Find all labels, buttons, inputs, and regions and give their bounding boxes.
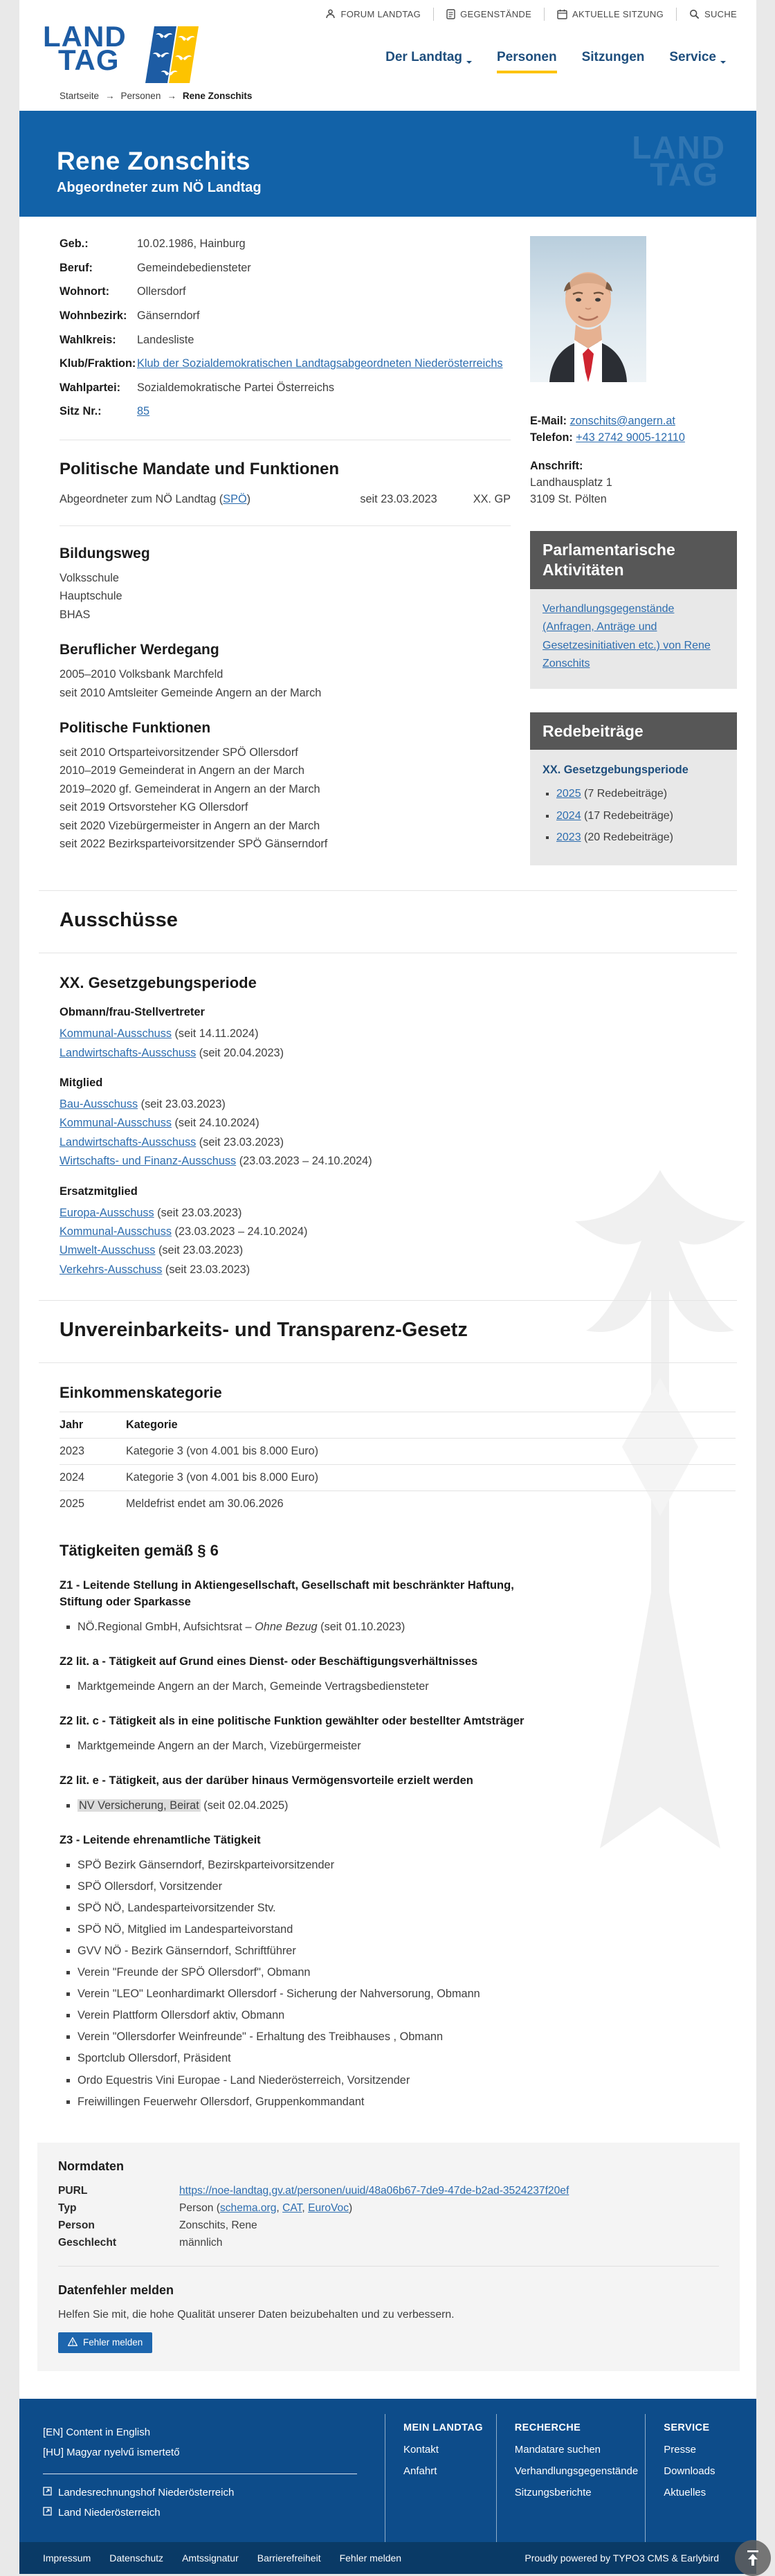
report-error-button[interactable]: Fehler melden <box>58 2332 152 2353</box>
speeches-list <box>542 785 724 847</box>
footer-column <box>385 2414 496 2542</box>
committee-item: Kommunal-Ausschuss (23.03.2023 – 24.10.2024) <box>60 1225 308 1238</box>
person-main-column <box>60 236 511 865</box>
activity-item: ▪ Sportclub Ollersdorf, Präsident <box>78 2049 736 2067</box>
inline-link[interactable]: 85 <box>137 405 150 418</box>
breadcrumb-arrow-icon: → <box>167 91 176 101</box>
cv-section-heading: Bildungsweg <box>60 546 150 561</box>
cv-item: 2019–2020 gf. Gemeinderat in Angern an der March <box>60 782 320 795</box>
parliamentary-activities-heading: Parlamentarische Aktivitäten <box>530 531 737 589</box>
transparency-heading: Unvereinbarkeits- und Transparenz-Gesetz <box>60 1319 468 1342</box>
committee-link[interactable]: Umwelt-Ausschuss <box>60 1244 156 1257</box>
utility-nav-label: AKTUELLE SITZUNG <box>572 9 664 19</box>
mandate-text: Abgeordneter zum NÖ Landtag (SPÖ) <box>60 493 251 505</box>
cv-section-list <box>60 744 511 853</box>
mandate-since: seit 23.03.2023 <box>360 493 437 505</box>
detail-value: Gemeindebediensteter <box>137 261 251 274</box>
detail-value: Landesliste <box>137 333 194 346</box>
footer-link[interactable]: Anfahrt <box>403 2465 437 2477</box>
activity-list <box>60 1677 736 1695</box>
address-line: 3109 St. Pölten <box>530 493 607 506</box>
email-link[interactable]: zonschits@angern.at <box>569 415 675 427</box>
nav-item-service[interactable]: Service <box>669 50 726 73</box>
footer-external-label: Land Niederösterreich <box>58 2506 161 2519</box>
cv-item: seit 2010 Amtsleiter Gemeinde Angern an der March <box>60 686 322 699</box>
activity-item: ▪ SPÖ NÖ, Landesparteivorsitzender Stv. <box>78 1899 736 1917</box>
speeches-heading: Redebeiträge <box>530 712 737 750</box>
activity-item: ▪ GVV NÖ - Bezirk Gänserndorf, Schriftführer <box>78 1942 736 1960</box>
footer-column <box>645 2414 756 2542</box>
utility-nav-label: SUCHE <box>704 9 737 19</box>
cv-item: BHAS <box>60 608 91 621</box>
cv-sections <box>60 546 511 853</box>
speeches-box <box>530 712 737 866</box>
activity-item: ▪ Ordo Equestris Vini Europae - Land Niederösterreich, Vorsitzender <box>78 2071 736 2089</box>
warning-icon <box>68 2337 78 2348</box>
footer-legal-link[interactable]: Amtssignatur <box>182 2552 239 2564</box>
section-divider <box>39 1362 737 1363</box>
committee-item: Kommunal-Ausschuss (seit 24.10.2024) <box>60 1117 259 1130</box>
arrow-up-icon <box>745 2550 760 2566</box>
speech-year-item: ▪ 2024 (17 Redebeiträge) <box>556 807 724 825</box>
activity-item: ▪ SPÖ Ollersdorf, Vorsitzender <box>78 1877 736 1895</box>
income-category: Kategorie 3 (von 4.001 bis 8.000 Euro) <box>126 1439 736 1465</box>
forum-icon <box>325 9 336 19</box>
activity-section-title: Z2 lit. c - Tätigkeit als in eine politische Funktion gewählter oder bestellter Amtsträger <box>60 1714 525 1727</box>
normdaten-rows <box>58 2185 719 2249</box>
cv-item: seit 2022 Bezirksparteivorsitzender SPÖ Gänserndorf <box>60 837 328 850</box>
income-col-kategorie: Kategorie <box>126 1412 736 1439</box>
page-subtitle: Abgeordneter zum NÖ Landtag <box>57 180 262 195</box>
phone-label: Telefon: <box>530 431 573 444</box>
footer-external-link[interactable] <box>43 2507 357 2519</box>
hero-watermark: LAND TAG <box>632 129 726 193</box>
utility-nav-item[interactable] <box>313 8 433 21</box>
email-label: E-Mail: <box>530 415 567 427</box>
footer-link[interactable]: Verhandlungsgegenstände <box>514 2465 639 2477</box>
breadcrumb-item[interactable]: Personen <box>120 91 161 101</box>
committee-item: Umwelt-Ausschuss (seit 23.03.2023) <box>60 1244 244 1257</box>
footer-language-link[interactable]: [EN] Content in English <box>43 2426 151 2438</box>
contact-block <box>530 413 737 507</box>
utility-nav-label: GEGENSTÄNDE <box>460 9 532 19</box>
page-container <box>19 0 756 2574</box>
cv-section-heading: Politische Funktionen <box>60 719 211 736</box>
powered-by-text: Proudly powered by TYPO3 CMS & Earlybird <box>525 2552 719 2564</box>
normdaten-value: Person (schema.org, CAT, EuroVoc) <box>179 2201 353 2214</box>
income-year: 2023 <box>60 1439 126 1465</box>
speech-year-item: ▪ 2025 (7 Redebeiträge) <box>556 785 724 803</box>
activity-section-title: Z1 - Leitende Stellung in Aktiengesellschaft, Gesellschaft mit beschränkter Haftung, Stiftung oder Sparkasse <box>60 1579 514 1609</box>
committee-link[interactable]: Europa-Ausschuss <box>60 1206 154 1219</box>
footer-link[interactable]: Downloads <box>664 2465 715 2477</box>
committees-period: XX. Gesetzgebungsperiode <box>60 974 257 992</box>
committee-link[interactable]: Kommunal-Ausschuss <box>60 1027 172 1041</box>
detail-value: Gänserndorf <box>137 309 200 322</box>
parliamentary-activities-box <box>530 531 737 688</box>
footer-legal-link[interactable]: Fehler melden <box>339 2552 402 2564</box>
activity-item: ▪ Marktgemeinde Angern an der March, Gemeinde Vertragsbediensteter <box>78 1677 736 1695</box>
nav-item-personen[interactable]: Personen <box>497 50 557 73</box>
section-divider <box>39 890 737 891</box>
income-row <box>60 1465 736 1491</box>
page-title: Rene Zonschits <box>57 147 250 175</box>
utility-nav <box>19 0 756 24</box>
committee-item: Landwirtschafts-Ausschuss (seit 23.03.2023) <box>60 1135 284 1149</box>
address-line: Landhausplatz 1 <box>530 476 612 489</box>
detail-label: Geb.: <box>60 237 89 250</box>
footer-column-heading: SERVICE <box>664 2422 710 2433</box>
speeches-period: XX. Gesetzgebungsperiode <box>542 764 689 777</box>
footer-columns <box>385 2414 756 2542</box>
committees-heading: Ausschüsse <box>60 909 178 932</box>
footer-legal-link[interactable]: Datenschutz <box>109 2552 164 2564</box>
cv-section-list <box>60 665 511 702</box>
chevron-down-icon <box>466 61 472 66</box>
portrait-photo <box>530 236 646 382</box>
committee-item: Landwirtschafts-Ausschuss (seit 20.04.2023) <box>60 1046 284 1059</box>
external-link-icon <box>43 2487 52 2498</box>
footer-link[interactable]: Kontakt <box>403 2443 439 2456</box>
committee-link[interactable]: Bau-Ausschuss <box>60 1098 138 1111</box>
calendar-icon <box>557 9 567 19</box>
footer-column <box>496 2414 646 2542</box>
phone-link[interactable]: +43 2742 9005-12110 <box>576 431 685 444</box>
person-details <box>60 236 511 420</box>
italic-text: Ohne Bezug <box>255 1620 318 1633</box>
activity-item: ▪ Marktgemeinde Angern an der March, Vizebürgermeister <box>78 1737 736 1755</box>
inline-link[interactable]: schema.org <box>219 2201 277 2214</box>
site-footer <box>19 2399 756 2574</box>
activity-list <box>60 1796 736 1814</box>
speech-year-link[interactable]: 2024 <box>556 809 581 822</box>
cv-item: seit 2019 Ortsvorsteher KG Ollersdorf <box>60 801 248 814</box>
breadcrumb-arrow-icon: → <box>105 91 115 101</box>
address-label: Anschrift: <box>530 459 583 472</box>
cv-item: 2010–2019 Gemeinderat in Angern an der March <box>60 764 304 777</box>
committee-item: Bau-Ausschuss (seit 23.03.2023) <box>60 1098 226 1111</box>
income-row <box>60 1491 736 1517</box>
detail-value <box>137 356 511 372</box>
external-link-icon <box>43 2507 52 2519</box>
activity-item: ▪ Verein Plattform Ollersdorf aktiv, Obmann <box>78 2006 736 2024</box>
normdaten-heading: Normdaten <box>58 2159 125 2173</box>
detail-label: Beruf: <box>60 261 93 274</box>
committee-link[interactable]: Kommunal-Ausschuss <box>60 1225 172 1238</box>
negotiation-items-link[interactable]: Verhandlungsgegenstände (Anfragen, Anträge und Gesetzesinitiativen etc.) von Rene Zonschits <box>542 602 711 670</box>
footer-link[interactable]: Aktuelles <box>664 2487 706 2499</box>
nav-item-der-landtag[interactable]: Der Landtag <box>385 50 472 73</box>
detail-label: Sitz Nr.: <box>60 405 102 418</box>
divider <box>60 525 511 526</box>
noe-flag-icon <box>135 26 201 87</box>
committee-item: Kommunal-Ausschuss (seit 14.11.2024) <box>60 1027 259 1041</box>
committee-link[interactable]: Landwirtschafts-Ausschuss <box>60 1046 197 1059</box>
mandate-row <box>60 493 511 506</box>
landtag-logo[interactable] <box>43 20 201 87</box>
activity-item: ▪ NV Versicherung, Beirat (seit 02.04.2025) <box>78 1796 736 1814</box>
income-col-jahr: Jahr <box>60 1412 126 1439</box>
detail-value: Ollersdorf <box>137 285 186 298</box>
speech-year-link[interactable]: 2023 <box>556 831 581 843</box>
inline-link[interactable]: Klub der Sozialdemokratischen Landtagsabgeordneten Niederösterreichs <box>137 357 503 370</box>
footer-legal-link[interactable]: Barrierefreiheit <box>257 2552 321 2564</box>
activity-item: ▪ NÖ.Regional GmbH, Aufsichtsrat – Ohne Bezug (seit 01.10.2023) <box>78 1618 736 1636</box>
detail-value: Sozialdemokratische Partei Österreichs <box>137 381 335 394</box>
person-side-column <box>530 236 737 865</box>
cv-item: Hauptschule <box>60 590 122 603</box>
document-icon <box>446 9 455 19</box>
normdaten-panel <box>37 2143 740 2371</box>
inline-link[interactable]: SPÖ <box>223 493 247 505</box>
committee-link[interactable]: Wirtschafts- und Finanz-Ausschuss <box>60 1155 237 1168</box>
cv-section-list <box>60 569 511 624</box>
activity-list <box>60 1856 736 2111</box>
activity-item: ▪ Freiwillingen Feuerwehr Ollersdorf, Gruppenkommandant <box>78 2093 736 2111</box>
committee-item: Europa-Ausschuss (seit 23.03.2023) <box>60 1206 242 1219</box>
income-row <box>60 1439 736 1465</box>
committee-link[interactable]: Landwirtschafts-Ausschuss <box>60 1135 197 1149</box>
income-year: 2025 <box>60 1491 126 1517</box>
chevron-down-icon <box>720 61 726 66</box>
committee-link[interactable]: Verkehrs-Ausschuss <box>60 1263 163 1276</box>
divider <box>58 2266 719 2267</box>
normdaten-label: PURL <box>58 2184 88 2197</box>
committee-link[interactable]: Kommunal-Ausschuss <box>60 1117 172 1130</box>
activity-item: ▪ SPÖ Bezirk Gänserndorf, Bezirskparteivorsitzender <box>78 1856 736 1874</box>
cv-item: 2005–2010 Volksbank Marchfeld <box>60 668 224 681</box>
footer-link[interactable]: Mandatare suchen <box>514 2443 601 2456</box>
footer-language-links <box>43 2426 357 2458</box>
hero-banner <box>19 111 756 217</box>
utility-nav-item[interactable] <box>433 8 544 21</box>
footer-column-heading: MEIN LANDTAG <box>403 2422 483 2433</box>
activity-list <box>60 1737 736 1755</box>
activity-list <box>60 1618 736 1636</box>
activity-section-title: Z2 lit. e - Tätigkeit, aus der darüber hinaus Vermögensvorteile erzielt werden <box>60 1774 473 1787</box>
detail-label: Wohnbezirk: <box>60 309 127 322</box>
section-divider <box>39 1300 737 1301</box>
footer-legal-link[interactable]: Impressum <box>43 2552 91 2564</box>
income-year: 2024 <box>60 1465 126 1491</box>
utility-nav-item[interactable] <box>676 8 749 21</box>
activity-item: ▪ SPÖ NÖ, Mitglied im Landesparteivorstand <box>78 1920 736 1938</box>
activity-section-title: Z2 lit. a - Tätigkeit auf Grund eines Dienst- oder Beschäftigungsverhältnisses <box>60 1655 478 1668</box>
mandate-period: XX. GP <box>473 493 511 505</box>
income-category: Kategorie 3 (von 4.001 bis 8.000 Euro) <box>126 1465 736 1491</box>
footer-column-heading: RECHERCHE <box>514 2422 581 2433</box>
footer-external-links <box>43 2487 357 2519</box>
normdaten-label: Person <box>58 2219 95 2231</box>
inline-link[interactable]: CAT <box>282 2201 302 2214</box>
normdaten-value: Zonschits, Rene <box>179 2219 257 2231</box>
normdaten-value: männlich <box>179 2236 223 2249</box>
cv-item: seit 2020 Vizebürgermeister in Angern an der March <box>60 819 320 832</box>
breadcrumb <box>19 87 756 111</box>
detail-label: Wohnort: <box>60 285 110 298</box>
income-table <box>60 1412 736 1517</box>
mandates-heading: Politische Mandate und Funktionen <box>60 460 340 478</box>
footer-external-link[interactable] <box>43 2487 357 2498</box>
normdaten-label: Typ <box>58 2201 77 2214</box>
activity-section-title: Z3 - Leitende ehrenamtliche Tätigkeit <box>60 1833 261 1846</box>
search-icon <box>689 9 700 19</box>
activities-heading: Tätigkeiten gemäß § 6 <box>60 1542 219 1560</box>
breadcrumb-item: Rene Zonschits <box>182 91 253 101</box>
normdaten-label: Geschlecht <box>58 2236 117 2249</box>
inline-link[interactable]: EuroVoc <box>308 2201 349 2214</box>
utility-nav-label: FORUM LANDTAG <box>340 9 421 19</box>
cv-item: Volksschule <box>60 572 119 584</box>
activity-item: ▪ Verein "Ollersdorfer Weinfreunde" - Erhaltung des Treibhauses , Obmann <box>78 2028 736 2046</box>
detail-value: 10.02.1986, Hainburg <box>137 237 246 250</box>
cv-section-heading: Beruflicher Werdegang <box>60 642 219 658</box>
income-category: Meldefrist endet am 30.06.2026 <box>126 1491 736 1517</box>
footer-language-link[interactable]: [HU] Magyar nyelvű ismertető <box>43 2446 180 2458</box>
breadcrumb-item[interactable]: Startseite <box>60 91 100 101</box>
normdaten-value <box>179 2185 719 2197</box>
footer-left-block <box>19 2414 385 2542</box>
report-text: Helfen Sie mit, die hohe Qualität unserer Daten beizubehalten und zu verbessern. <box>58 2308 455 2321</box>
detail-label: Wahlpartei: <box>60 381 121 394</box>
footer-external-label: Landesrechnungshof Niederösterreich <box>58 2486 235 2498</box>
scroll-to-top-button[interactable] <box>735 2540 771 2576</box>
detail-label: Klub/Fraktion: <box>60 357 136 370</box>
activity-item: ▪ Verein "Freunde der SPÖ Ollersdorf", Obmann <box>78 1963 736 1981</box>
inline-link[interactable]: https://noe-landtag.gv.at/personen/uuid/48a06b67-7de9-47de-b2ad-3524237f20ef <box>179 2184 569 2197</box>
footer-bottom-bar <box>19 2542 756 2574</box>
speech-year-link[interactable]: 2025 <box>556 788 581 800</box>
committee-role-heading: Ersatzmitglied <box>60 1185 138 1198</box>
speech-year-item: ▪ 2023 (20 Redebeiträge) <box>556 829 724 847</box>
income-heading: Einkommenskategorie <box>60 1384 222 1402</box>
main-nav <box>385 50 726 73</box>
detail-value <box>137 404 511 420</box>
detail-label: Wahlkreis: <box>60 333 116 346</box>
mandates-list <box>60 493 511 506</box>
committee-item: Wirtschafts- und Finanz-Ausschuss (23.03.2023 – 24.10.2024) <box>60 1155 372 1168</box>
committee-groups <box>60 1006 736 1279</box>
nav-item-sitzungen[interactable]: Sitzungen <box>581 50 645 64</box>
committee-role-heading: Mitglied <box>60 1077 103 1090</box>
footer-link[interactable]: Sitzungsberichte <box>514 2487 592 2499</box>
activity-sections <box>60 1578 736 2111</box>
committee-role-heading: Obmann/frau-Stellvertreter <box>60 1006 205 1019</box>
utility-nav-item[interactable] <box>544 8 676 21</box>
activity-item: ▪ Verein "LEO" Leonhardimarkt Ollersdorf - Sicherung der Nahversorung, Obmann <box>78 1985 736 2003</box>
footer-link[interactable]: Presse <box>664 2443 696 2456</box>
logo-wordmark: LAND TAG <box>43 20 127 76</box>
cv-item: seit 2010 Ortsparteivorsitzender SPÖ Ollersdorf <box>60 746 298 759</box>
committee-item: Verkehrs-Ausschuss (seit 23.03.2023) <box>60 1263 250 1276</box>
site-header <box>19 0 756 111</box>
highlighted-text: NV Versicherung, Beirat <box>79 1799 199 1812</box>
footer-legal-links <box>43 2552 401 2564</box>
report-heading: Datenfehler melden <box>58 2282 174 2297</box>
